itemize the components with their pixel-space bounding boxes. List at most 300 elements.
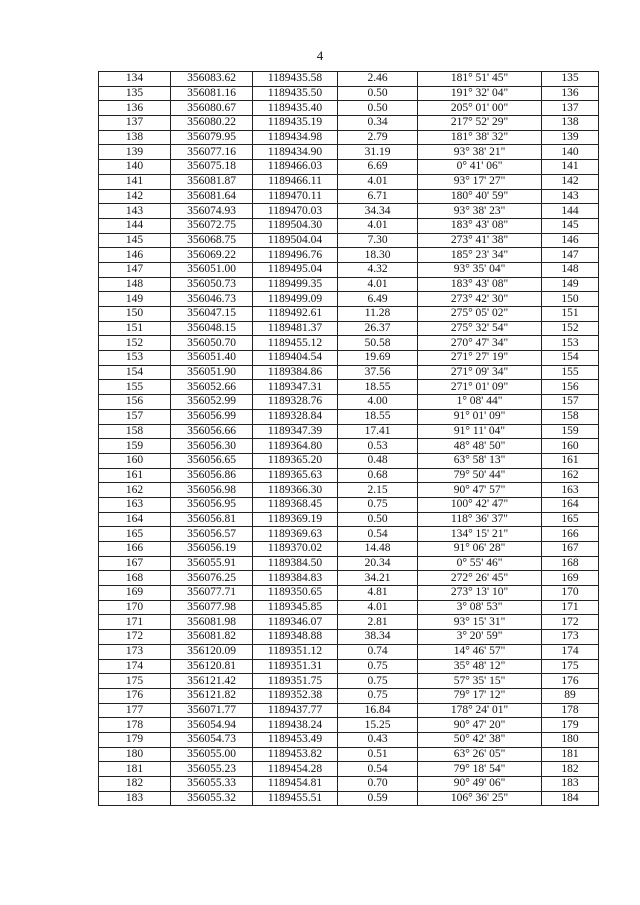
point-number-cell: 154 (99, 365, 171, 380)
y-coordinate-cell: 1189435.40 (253, 101, 338, 116)
x-coordinate-cell: 356120.09 (171, 644, 253, 659)
bearing-cell: 271° 27' 19" (418, 351, 542, 366)
table-row (99, 101, 599, 116)
bearing-cell: 63° 26' 05" (418, 747, 542, 762)
bearing-cell: 205° 01' 00" (418, 101, 542, 116)
y-coordinate-cell: 1189365.63 (253, 468, 338, 483)
bearing-cell: 183° 43' 08" (418, 277, 542, 292)
table-row (99, 718, 599, 733)
next-point-cell: 172 (542, 615, 599, 630)
point-number-cell: 176 (99, 688, 171, 703)
point-number-cell: 152 (99, 336, 171, 351)
bearing-cell: 191° 32' 04" (418, 86, 542, 101)
y-coordinate-cell: 1189347.39 (253, 424, 338, 439)
length-cell: 4.81 (338, 586, 418, 601)
next-point-cell: 151 (542, 307, 599, 322)
point-number-cell: 172 (99, 630, 171, 645)
y-coordinate-cell: 1189453.82 (253, 747, 338, 762)
table-row (99, 395, 599, 410)
bearing-cell: 79° 17' 12" (418, 688, 542, 703)
y-coordinate-cell: 1189369.19 (253, 512, 338, 527)
y-coordinate-cell: 1189454.81 (253, 777, 338, 792)
x-coordinate-cell: 356056.57 (171, 527, 253, 542)
length-cell: 34.21 (338, 571, 418, 586)
point-number-cell: 163 (99, 497, 171, 512)
y-coordinate-cell: 1189384.83 (253, 571, 338, 586)
bearing-cell: 93° 38' 23" (418, 204, 542, 219)
table-row (99, 248, 599, 263)
bearing-cell: 35° 48' 12" (418, 659, 542, 674)
y-coordinate-cell: 1189504.30 (253, 218, 338, 233)
y-coordinate-cell: 1189435.19 (253, 116, 338, 131)
point-number-cell: 146 (99, 248, 171, 263)
bearing-cell: 273° 13' 10" (418, 586, 542, 601)
point-number-cell: 138 (99, 130, 171, 145)
x-coordinate-cell: 356056.95 (171, 497, 253, 512)
table-row (99, 174, 599, 189)
y-coordinate-cell: 1189366.30 (253, 483, 338, 498)
point-number-cell: 142 (99, 189, 171, 204)
y-coordinate-cell: 1189346.07 (253, 615, 338, 630)
x-coordinate-cell: 356056.98 (171, 483, 253, 498)
length-cell: 18.55 (338, 380, 418, 395)
x-coordinate-cell: 356071.77 (171, 703, 253, 718)
next-point-cell: 153 (542, 336, 599, 351)
table-row (99, 659, 599, 674)
length-cell: 0.75 (338, 659, 418, 674)
bearing-cell: 3° 20' 59" (418, 630, 542, 645)
point-number-cell: 162 (99, 483, 171, 498)
point-number-cell: 166 (99, 542, 171, 557)
length-cell: 4.32 (338, 262, 418, 277)
length-cell: 4.01 (338, 218, 418, 233)
next-point-cell: 174 (542, 644, 599, 659)
x-coordinate-cell: 356056.81 (171, 512, 253, 527)
y-coordinate-cell: 1189495.04 (253, 262, 338, 277)
length-cell: 6.49 (338, 292, 418, 307)
bearing-cell: 91° 11' 04" (418, 424, 542, 439)
y-coordinate-cell: 1189492.61 (253, 307, 338, 322)
y-coordinate-cell: 1189438.24 (253, 718, 338, 733)
length-cell: 4.01 (338, 174, 418, 189)
point-number-cell: 168 (99, 571, 171, 586)
next-point-cell: 170 (542, 586, 599, 601)
length-cell: 34.34 (338, 204, 418, 219)
x-coordinate-cell: 356077.16 (171, 145, 253, 160)
point-number-cell: 178 (99, 718, 171, 733)
length-cell: 2.15 (338, 483, 418, 498)
point-number-cell: 175 (99, 674, 171, 689)
next-point-cell: 146 (542, 233, 599, 248)
next-point-cell: 152 (542, 321, 599, 336)
table-row (99, 424, 599, 439)
coordinates-table-body (99, 72, 599, 806)
bearing-cell: 183° 43' 08" (418, 218, 542, 233)
next-point-cell: 166 (542, 527, 599, 542)
point-number-cell: 155 (99, 380, 171, 395)
bearing-cell: 93° 35' 04" (418, 262, 542, 277)
point-number-cell: 135 (99, 86, 171, 101)
bearing-cell: 14° 46' 57" (418, 644, 542, 659)
x-coordinate-cell: 356052.66 (171, 380, 253, 395)
x-coordinate-cell: 356080.67 (171, 101, 253, 116)
next-point-cell: 148 (542, 262, 599, 277)
table-row (99, 130, 599, 145)
table-row (99, 527, 599, 542)
y-coordinate-cell: 1189351.12 (253, 644, 338, 659)
bearing-cell: 0° 41' 06" (418, 160, 542, 175)
table-row (99, 277, 599, 292)
table-row (99, 497, 599, 512)
length-cell: 0.50 (338, 86, 418, 101)
table-row (99, 116, 599, 131)
next-point-cell: 160 (542, 439, 599, 454)
next-point-cell: 164 (542, 497, 599, 512)
point-number-cell: 153 (99, 351, 171, 366)
x-coordinate-cell: 356083.62 (171, 72, 253, 87)
bearing-cell: 271° 01' 09" (418, 380, 542, 395)
table-row (99, 468, 599, 483)
y-coordinate-cell: 1189481.37 (253, 321, 338, 336)
point-number-cell: 158 (99, 424, 171, 439)
next-point-cell: 171 (542, 600, 599, 615)
y-coordinate-cell: 1189470.11 (253, 189, 338, 204)
length-cell: 0.54 (338, 527, 418, 542)
point-number-cell: 159 (99, 439, 171, 454)
length-cell: 0.68 (338, 468, 418, 483)
length-cell: 15.25 (338, 718, 418, 733)
y-coordinate-cell: 1189455.51 (253, 791, 338, 806)
bearing-cell: 273° 42' 30" (418, 292, 542, 307)
bearing-cell: 91° 06' 28" (418, 542, 542, 557)
y-coordinate-cell: 1189345.85 (253, 600, 338, 615)
length-cell: 0.43 (338, 732, 418, 747)
point-number-cell: 141 (99, 174, 171, 189)
y-coordinate-cell: 1189434.90 (253, 145, 338, 160)
next-point-cell: 178 (542, 703, 599, 718)
next-point-cell: 167 (542, 542, 599, 557)
table-row (99, 409, 599, 424)
next-point-cell: 135 (542, 72, 599, 87)
bearing-cell: 79° 50' 44" (418, 468, 542, 483)
bearing-cell: 91° 01' 09" (418, 409, 542, 424)
x-coordinate-cell: 356054.73 (171, 732, 253, 747)
page-number: 4 (316, 48, 324, 63)
bearing-cell: 3° 08' 53" (418, 600, 542, 615)
x-coordinate-cell: 356055.32 (171, 791, 253, 806)
y-coordinate-cell: 1189352.38 (253, 688, 338, 703)
table-row (99, 483, 599, 498)
x-coordinate-cell: 356081.16 (171, 86, 253, 101)
table-row (99, 542, 599, 557)
x-coordinate-cell: 356055.33 (171, 777, 253, 792)
x-coordinate-cell: 356051.90 (171, 365, 253, 380)
y-coordinate-cell: 1189504.04 (253, 233, 338, 248)
y-coordinate-cell: 1189470.03 (253, 204, 338, 219)
length-cell: 14.48 (338, 542, 418, 557)
length-cell: 19.69 (338, 351, 418, 366)
bearing-cell: 90° 47' 57" (418, 483, 542, 498)
length-cell: 0.70 (338, 777, 418, 792)
point-number-cell: 161 (99, 468, 171, 483)
next-point-cell: 157 (542, 395, 599, 410)
x-coordinate-cell: 356121.82 (171, 688, 253, 703)
y-coordinate-cell: 1189369.63 (253, 527, 338, 542)
table-row (99, 145, 599, 160)
x-coordinate-cell: 356077.98 (171, 600, 253, 615)
point-number-cell: 140 (99, 160, 171, 175)
x-coordinate-cell: 356081.64 (171, 189, 253, 204)
y-coordinate-cell: 1189350.65 (253, 586, 338, 601)
x-coordinate-cell: 356056.30 (171, 439, 253, 454)
next-point-cell: 184 (542, 791, 599, 806)
y-coordinate-cell: 1189328.84 (253, 409, 338, 424)
point-number-cell: 177 (99, 703, 171, 718)
length-cell: 16.84 (338, 703, 418, 718)
next-point-cell: 183 (542, 777, 599, 792)
length-cell: 6.69 (338, 160, 418, 175)
length-cell: 0.50 (338, 512, 418, 527)
length-cell: 0.75 (338, 688, 418, 703)
table-row (99, 160, 599, 175)
next-point-cell: 141 (542, 160, 599, 175)
table-row (99, 644, 599, 659)
coordinates-table (98, 71, 599, 806)
next-point-cell: 155 (542, 365, 599, 380)
point-number-cell: 180 (99, 747, 171, 762)
point-number-cell: 151 (99, 321, 171, 336)
x-coordinate-cell: 356080.22 (171, 116, 253, 131)
bearing-cell: 180° 40' 59" (418, 189, 542, 204)
table-row (99, 556, 599, 571)
bearing-cell: 275° 05' 02" (418, 307, 542, 322)
next-point-cell: 138 (542, 116, 599, 131)
x-coordinate-cell: 356056.19 (171, 542, 253, 557)
point-number-cell: 147 (99, 262, 171, 277)
bearing-cell: 181° 51' 45" (418, 72, 542, 87)
length-cell: 0.53 (338, 439, 418, 454)
next-point-cell: 159 (542, 424, 599, 439)
x-coordinate-cell: 356081.98 (171, 615, 253, 630)
table-row (99, 586, 599, 601)
x-coordinate-cell: 356051.40 (171, 351, 253, 366)
x-coordinate-cell: 356055.91 (171, 556, 253, 571)
table-row (99, 336, 599, 351)
point-number-cell: 160 (99, 453, 171, 468)
length-cell: 18.55 (338, 409, 418, 424)
x-coordinate-cell: 356046.73 (171, 292, 253, 307)
bearing-cell: 79° 18' 54" (418, 762, 542, 777)
next-point-cell: 176 (542, 674, 599, 689)
table-row (99, 615, 599, 630)
length-cell: 0.48 (338, 453, 418, 468)
table-row (99, 571, 599, 586)
x-coordinate-cell: 356051.00 (171, 262, 253, 277)
length-cell: 6.71 (338, 189, 418, 204)
x-coordinate-cell: 356056.86 (171, 468, 253, 483)
point-number-cell: 181 (99, 762, 171, 777)
length-cell: 2.79 (338, 130, 418, 145)
table-row (99, 380, 599, 395)
next-point-cell: 139 (542, 130, 599, 145)
bearing-cell: 273° 41' 38" (418, 233, 542, 248)
y-coordinate-cell: 1189466.03 (253, 160, 338, 175)
table-row (99, 233, 599, 248)
y-coordinate-cell: 1189328.76 (253, 395, 338, 410)
table-row (99, 86, 599, 101)
x-coordinate-cell: 356056.66 (171, 424, 253, 439)
point-number-cell: 139 (99, 145, 171, 160)
table-row (99, 512, 599, 527)
x-coordinate-cell: 356072.75 (171, 218, 253, 233)
x-coordinate-cell: 356076.25 (171, 571, 253, 586)
bearing-cell: 134° 15' 21" (418, 527, 542, 542)
length-cell: 0.59 (338, 791, 418, 806)
next-point-cell: 162 (542, 468, 599, 483)
length-cell: 7.30 (338, 233, 418, 248)
next-point-cell: 142 (542, 174, 599, 189)
table-row (99, 762, 599, 777)
bearing-cell: 178° 24' 01" (418, 703, 542, 718)
y-coordinate-cell: 1189368.45 (253, 497, 338, 512)
point-number-cell: 156 (99, 395, 171, 410)
y-coordinate-cell: 1189384.50 (253, 556, 338, 571)
next-point-cell: 149 (542, 277, 599, 292)
length-cell: 26.37 (338, 321, 418, 336)
point-number-cell: 173 (99, 644, 171, 659)
next-point-cell: 161 (542, 453, 599, 468)
y-coordinate-cell: 1189435.50 (253, 86, 338, 101)
x-coordinate-cell: 356056.99 (171, 409, 253, 424)
x-coordinate-cell: 356079.95 (171, 130, 253, 145)
length-cell: 17.41 (338, 424, 418, 439)
next-point-cell: 154 (542, 351, 599, 366)
bearing-cell: 181° 38' 32" (418, 130, 542, 145)
y-coordinate-cell: 1189404.54 (253, 351, 338, 366)
point-number-cell: 148 (99, 277, 171, 292)
length-cell: 0.75 (338, 674, 418, 689)
bearing-cell: 50° 42' 38" (418, 732, 542, 747)
table-row (99, 365, 599, 380)
x-coordinate-cell: 356068.75 (171, 233, 253, 248)
next-point-cell: 144 (542, 204, 599, 219)
length-cell: 20.34 (338, 556, 418, 571)
next-point-cell: 158 (542, 409, 599, 424)
length-cell: 50.58 (338, 336, 418, 351)
bearing-cell: 275° 32' 54" (418, 321, 542, 336)
bearing-cell: 93° 17' 27" (418, 174, 542, 189)
table-row (99, 189, 599, 204)
length-cell: 0.74 (338, 644, 418, 659)
length-cell: 0.54 (338, 762, 418, 777)
x-coordinate-cell: 356069.22 (171, 248, 253, 263)
y-coordinate-cell: 1189437.77 (253, 703, 338, 718)
length-cell: 38.34 (338, 630, 418, 645)
length-cell: 0.50 (338, 101, 418, 116)
y-coordinate-cell: 1189496.76 (253, 248, 338, 263)
point-number-cell: 183 (99, 791, 171, 806)
x-coordinate-cell: 356050.70 (171, 336, 253, 351)
y-coordinate-cell: 1189351.31 (253, 659, 338, 674)
bearing-cell: 106° 36' 25" (418, 791, 542, 806)
y-coordinate-cell: 1189453.49 (253, 732, 338, 747)
next-point-cell: 181 (542, 747, 599, 762)
point-number-cell: 145 (99, 233, 171, 248)
x-coordinate-cell: 356121.42 (171, 674, 253, 689)
bearing-cell: 63° 58' 13" (418, 453, 542, 468)
table-row (99, 703, 599, 718)
bearing-cell: 270° 47' 34" (418, 336, 542, 351)
next-point-cell: 165 (542, 512, 599, 527)
bearing-cell: 90° 49' 06" (418, 777, 542, 792)
y-coordinate-cell: 1189499.35 (253, 277, 338, 292)
next-point-cell: 136 (542, 86, 599, 101)
bearing-cell: 90° 47' 20" (418, 718, 542, 733)
point-number-cell: 136 (99, 101, 171, 116)
bearing-cell: 118° 36' 37" (418, 512, 542, 527)
x-coordinate-cell: 356074.93 (171, 204, 253, 219)
table-row (99, 674, 599, 689)
bearing-cell: 100° 42' 47" (418, 497, 542, 512)
length-cell: 11.28 (338, 307, 418, 322)
point-number-cell: 179 (99, 732, 171, 747)
bearing-cell: 48° 48' 50" (418, 439, 542, 454)
bearing-cell: 57° 35' 15" (418, 674, 542, 689)
table-row (99, 777, 599, 792)
y-coordinate-cell: 1189348.88 (253, 630, 338, 645)
bearing-cell: 0° 55' 46" (418, 556, 542, 571)
table-row (99, 439, 599, 454)
next-point-cell: 137 (542, 101, 599, 116)
next-point-cell: 147 (542, 248, 599, 263)
point-number-cell: 137 (99, 116, 171, 131)
point-number-cell: 165 (99, 527, 171, 542)
x-coordinate-cell: 356077.71 (171, 586, 253, 601)
next-point-cell: 156 (542, 380, 599, 395)
table-row (99, 72, 599, 87)
next-point-cell: 173 (542, 630, 599, 645)
bearing-cell: 93° 38' 21" (418, 145, 542, 160)
length-cell: 4.01 (338, 600, 418, 615)
bearing-cell: 271° 09' 34" (418, 365, 542, 380)
length-cell: 18.30 (338, 248, 418, 263)
bearing-cell: 217° 52' 29" (418, 116, 542, 131)
y-coordinate-cell: 1189384.86 (253, 365, 338, 380)
next-point-cell: 175 (542, 659, 599, 674)
length-cell: 0.34 (338, 116, 418, 131)
length-cell: 4.00 (338, 395, 418, 410)
next-point-cell: 145 (542, 218, 599, 233)
next-point-cell: 180 (542, 732, 599, 747)
table-row (99, 732, 599, 747)
x-coordinate-cell: 356048.15 (171, 321, 253, 336)
next-point-cell: 182 (542, 762, 599, 777)
bearing-cell: 185° 23' 34" (418, 248, 542, 263)
y-coordinate-cell: 1189455.12 (253, 336, 338, 351)
x-coordinate-cell: 356056.65 (171, 453, 253, 468)
next-point-cell: 140 (542, 145, 599, 160)
next-point-cell: 89 (542, 688, 599, 703)
point-number-cell: 182 (99, 777, 171, 792)
y-coordinate-cell: 1189454.28 (253, 762, 338, 777)
x-coordinate-cell: 356055.23 (171, 762, 253, 777)
point-number-cell: 169 (99, 586, 171, 601)
table-row (99, 351, 599, 366)
next-point-cell: 179 (542, 718, 599, 733)
length-cell: 0.51 (338, 747, 418, 762)
next-point-cell: 143 (542, 189, 599, 204)
x-coordinate-cell: 356054.94 (171, 718, 253, 733)
